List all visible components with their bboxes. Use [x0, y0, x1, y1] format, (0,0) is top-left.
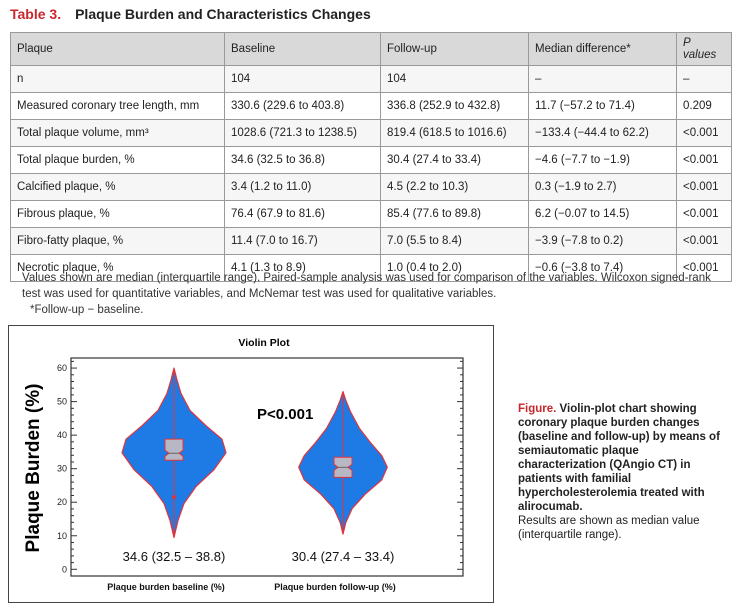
table-cell: 34.6 (32.5 to 36.8)	[225, 147, 381, 174]
header-p-values: P values	[677, 33, 732, 66]
table-cell: <0.001	[677, 201, 732, 228]
y-axis-label: Plaque Burden (%)	[23, 383, 44, 553]
table-cell: –	[677, 66, 732, 93]
table-cell: −3.9 (−7.8 to 0.2)	[529, 228, 677, 255]
table-cell: Necrotic plaque, %	[11, 255, 225, 282]
y-tick-label: 10	[56, 530, 67, 541]
table-cell: <0.001	[677, 255, 732, 282]
table-cell: 104	[225, 66, 381, 93]
table-cell: −4.6 (−7.7 to −1.9)	[529, 147, 677, 174]
table-label: Table 3.	[10, 6, 62, 22]
table-cell: 11.7 (−57.2 to 71.4)	[529, 93, 677, 120]
table-cell: <0.001	[677, 147, 732, 174]
table-cell: Total plaque volume, mm³	[11, 120, 225, 147]
y-tick-label: 0	[61, 564, 67, 575]
table-cell: 336.8 (252.9 to 432.8)	[381, 93, 529, 120]
table-header-row	[11, 33, 732, 66]
violin-value-label-2: 30.4 (27.4 – 33.4)	[291, 549, 395, 564]
caption-head: Figure.	[518, 403, 557, 415]
table-row	[11, 228, 732, 255]
category-label-2: Plaque burden follow-up (%)	[274, 582, 396, 592]
table-cell: Calcified plaque, %	[11, 174, 225, 201]
header-baseline: Baseline	[225, 33, 381, 66]
y-tick-label: 40	[56, 430, 67, 441]
table-notes	[22, 270, 727, 318]
caption-text: Violin-plot chart showing coronary plaque burden changes (baseline and follow-up) by means of semiautomatic plaque characterization (QAngio CT) in patients with familial hypercholesterolemia treated with alirocumab.	[518, 403, 720, 513]
table-cell: 0.209	[677, 93, 732, 120]
table-cell: −133.4 (−44.4 to 62.2)	[529, 120, 677, 147]
table-row	[11, 93, 732, 120]
category-label-1: Plaque burden baseline (%)	[107, 582, 225, 592]
y-tick-label: 50	[56, 396, 67, 407]
table-cell: n	[11, 66, 225, 93]
violin-chart	[8, 325, 494, 603]
figure-caption	[518, 402, 724, 542]
table-title-text: Plaque Burden and Characteristics Changes	[75, 6, 371, 22]
violin-value-label-1: 34.6 (32.5 – 38.8)	[122, 549, 226, 564]
table-title	[10, 6, 371, 22]
table-footnote: *Follow-up − baseline.	[30, 304, 144, 316]
table-row	[11, 174, 732, 201]
caption-sub: Results are shown as median value (interquartile range).	[518, 515, 700, 541]
table-cell: Total plaque burden, %	[11, 147, 225, 174]
table-row	[11, 66, 732, 93]
header-median-difference: Median difference*	[529, 33, 677, 66]
chart-title: Violin Plot	[238, 337, 290, 349]
table-cell: Measured coronary tree length, mm	[11, 93, 225, 120]
table-cell: 819.4 (618.5 to 1016.6)	[381, 120, 529, 147]
table-cell: –	[529, 66, 677, 93]
table-cell: 0.3 (−1.9 to 2.7)	[529, 174, 677, 201]
table-cell: 6.2 (−0.07 to 14.5)	[529, 201, 677, 228]
table-cell: −0.6 (−3.8 to 7.4)	[529, 255, 677, 282]
plot-frame	[71, 358, 463, 576]
table-row	[11, 120, 732, 147]
table-cell: 4.5 (2.2 to 10.3)	[381, 174, 529, 201]
table-cell: Fibrous plaque, %	[11, 201, 225, 228]
table-cell: 76.4 (67.9 to 81.6)	[225, 201, 381, 228]
header-plaque: Plaque	[11, 33, 225, 66]
table-cell: <0.001	[677, 174, 732, 201]
table-cell: <0.001	[677, 120, 732, 147]
y-tick-label: 60	[56, 363, 67, 374]
table-cell: 11.4 (7.0 to 16.7)	[225, 228, 381, 255]
outlier-point	[172, 495, 176, 499]
table-cell: 4.1 (1.3 to 8.9)	[225, 255, 381, 282]
table-cell: 104	[381, 66, 529, 93]
data-table	[10, 32, 732, 282]
table-cell: 30.4 (27.4 to 33.4)	[381, 147, 529, 174]
table-cell: 3.4 (1.2 to 11.0)	[225, 174, 381, 201]
y-tick-label: 30	[56, 463, 67, 474]
table-note: Values shown are median (interquartile range). Paired-sample analysis was used for comparison of the variables. Wilcoxon signed-rank test was used for quantitative variables, and McNemar test was used for qualitative variables.	[22, 272, 711, 300]
table-cell: 1028.6 (721.3 to 1238.5)	[225, 120, 381, 147]
table-row	[11, 201, 732, 228]
table-cell: <0.001	[677, 228, 732, 255]
table-cell: 7.0 (5.5 to 8.4)	[381, 228, 529, 255]
table-cell: 1.0 (0.4 to 2.0)	[381, 255, 529, 282]
table-row	[11, 147, 732, 174]
iqr-box-1	[165, 439, 183, 460]
p-value-annotation: P<0.001	[257, 406, 314, 423]
y-tick-label: 20	[56, 497, 67, 508]
violin-chart-svg	[9, 326, 493, 602]
header-follow-up: Follow-up	[381, 33, 529, 66]
table-cell: Fibro-fatty plaque, %	[11, 228, 225, 255]
table-cell: 85.4 (77.6 to 89.8)	[381, 201, 529, 228]
table-cell: 330.6 (229.6 to 403.8)	[225, 93, 381, 120]
